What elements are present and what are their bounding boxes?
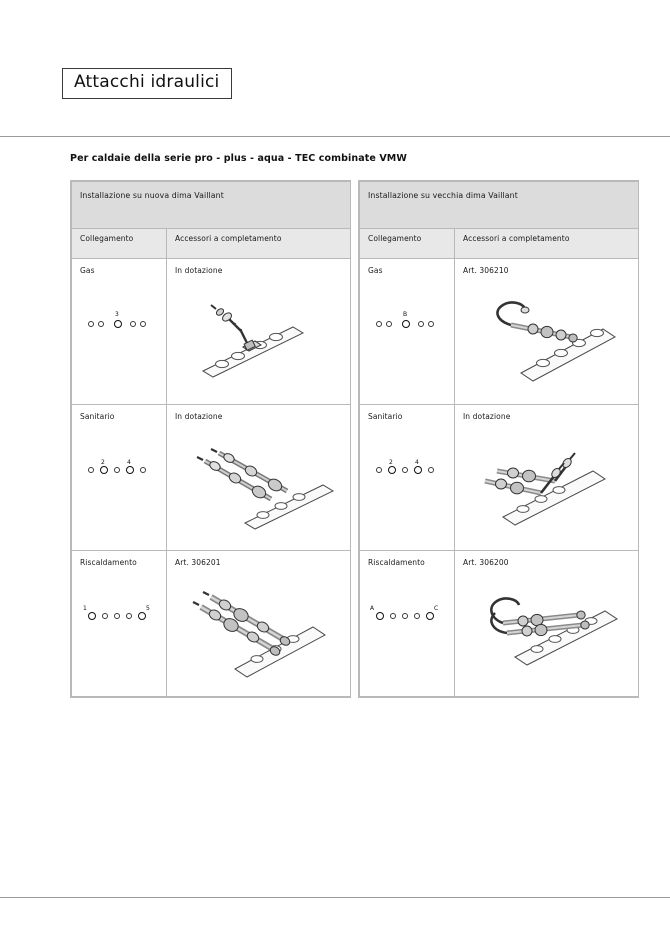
section-subtitle: Per caldaie della serie pro - plus - aqua - TEC combinate VMW	[70, 153, 407, 164]
table-nuova-dima	[70, 180, 351, 698]
dot-label: B	[403, 311, 408, 318]
dot	[428, 321, 434, 327]
cell-collegamento	[72, 405, 167, 551]
cell-accessori	[455, 405, 639, 551]
column-header-accessori: Accessori a completamento	[167, 229, 351, 259]
dot-highlighted	[376, 612, 384, 620]
dot	[114, 613, 120, 619]
connection-dot-diagram	[72, 457, 166, 483]
dot	[418, 321, 424, 327]
dot-highlighted	[114, 320, 122, 328]
dot-highlighted	[426, 612, 434, 620]
column-header-accessori: Accessori a completamento	[455, 229, 639, 259]
dot	[88, 321, 94, 327]
table-row	[72, 551, 351, 697]
dot	[428, 467, 434, 473]
dot-label: 5	[146, 605, 150, 612]
row-label: Sanitario	[368, 412, 403, 421]
diagram-sanitario-vecchia	[463, 427, 631, 539]
dot	[114, 467, 120, 473]
connection-dot-diagram	[72, 311, 166, 337]
dot-label: 2	[101, 459, 105, 466]
row-value: In dotazione	[175, 266, 223, 275]
row-label: Riscaldamento	[80, 558, 137, 567]
table-vecchia-dima	[358, 180, 639, 698]
connection-dot-diagram	[360, 311, 454, 337]
cell-collegamento	[72, 551, 167, 697]
cell-accessori	[455, 259, 639, 405]
dot	[126, 613, 132, 619]
diagram-gas-vecchia	[463, 281, 631, 393]
row-value: In dotazione	[463, 412, 511, 421]
row-value: In dotazione	[175, 412, 223, 421]
cell-accessori	[167, 551, 351, 697]
connection-dot-diagram	[360, 603, 454, 629]
cell-accessori	[167, 259, 351, 405]
table-band-title-row	[360, 182, 639, 229]
dot-label: 4	[415, 459, 419, 466]
cell-collegamento	[360, 405, 455, 551]
cell-collegamento	[360, 259, 455, 405]
table-header-row	[72, 229, 351, 259]
table-band-title-row	[72, 182, 351, 229]
cell-accessori	[167, 405, 351, 551]
row-label: Sanitario	[80, 412, 115, 421]
column-header-collegamento: Collegamento	[360, 229, 455, 259]
dot-highlighted	[414, 466, 422, 474]
table-row	[360, 551, 639, 697]
dot	[414, 613, 420, 619]
table-band-title: Installazione su nuova dima Vaillant	[72, 182, 351, 229]
column-header-collegamento: Collegamento	[72, 229, 167, 259]
dot-label: 4	[127, 459, 131, 466]
dot	[102, 613, 108, 619]
row-value: Art. 306201	[175, 558, 221, 567]
dot	[376, 321, 382, 327]
dot-label: 1	[83, 605, 87, 612]
diagram-sanitario-nuova	[175, 427, 343, 539]
dot-label: 3	[115, 311, 119, 318]
table-row	[360, 259, 639, 405]
dot	[130, 321, 136, 327]
dot	[402, 613, 408, 619]
connection-dot-diagram	[72, 603, 166, 629]
table-row	[360, 405, 639, 551]
page-title-box	[62, 68, 232, 99]
table-row	[72, 405, 351, 551]
dot	[140, 467, 146, 473]
row-label: Gas	[368, 266, 383, 275]
header-divider	[0, 136, 670, 137]
cell-collegamento	[360, 551, 455, 697]
dot-highlighted	[402, 320, 410, 328]
footer-divider	[0, 897, 670, 898]
dot-label: 2	[389, 459, 393, 466]
cell-accessori	[455, 551, 639, 697]
row-value: Art. 306200	[463, 558, 509, 567]
row-value: Art. 306210	[463, 266, 509, 275]
dot	[140, 321, 146, 327]
dot	[88, 467, 94, 473]
cell-collegamento	[72, 259, 167, 405]
dot-highlighted	[88, 612, 96, 620]
dot	[386, 321, 392, 327]
connection-dot-diagram	[360, 457, 454, 483]
dot-label: C	[434, 605, 439, 612]
row-label: Gas	[80, 266, 95, 275]
diagram-riscaldamento-vecchia	[463, 573, 631, 685]
dot	[390, 613, 396, 619]
page-title: Attacchi idraulici	[74, 72, 220, 92]
dot-highlighted	[126, 466, 134, 474]
diagram-riscaldamento-nuova	[175, 573, 343, 685]
diagram-gas-nuova	[175, 281, 343, 393]
dot	[98, 321, 104, 327]
dot	[402, 467, 408, 473]
row-label: Riscaldamento	[368, 558, 425, 567]
dot-label: A	[370, 605, 375, 612]
dot-highlighted	[388, 466, 396, 474]
dot	[376, 467, 382, 473]
dot-highlighted	[138, 612, 146, 620]
table-band-title: Installazione su vecchia dima Vaillant	[360, 182, 639, 229]
dot-highlighted	[100, 466, 108, 474]
table-header-row	[360, 229, 639, 259]
table-row	[72, 259, 351, 405]
